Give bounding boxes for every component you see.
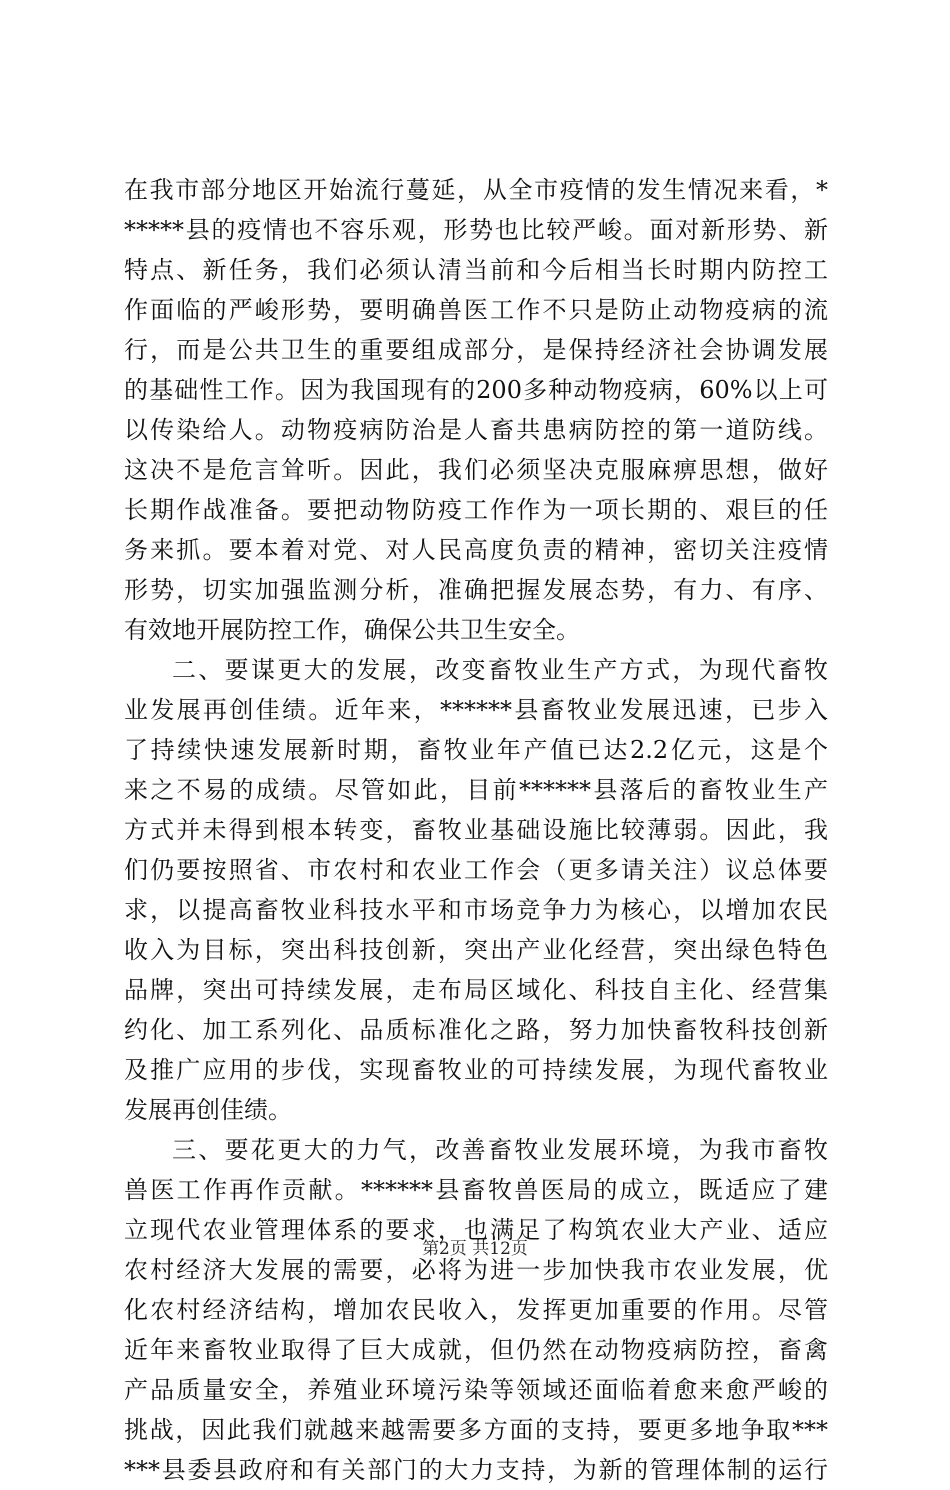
text-line: 作面临的严峻形势，要明确兽医工作不只是防止动物疫病的流 — [124, 296, 828, 324]
text-line: 的基础性工作。因为我国现有的200多种动物疫病，60%以上可 — [124, 376, 828, 404]
text-line: 立现代农业管理体系的要求，也满足了构筑农业大产业、适应 — [124, 1216, 828, 1244]
text-line: 业发展再创佳绩。近年来，******县畜牧业发展迅速，已步入 — [124, 696, 828, 724]
text-line: 求，以提高畜牧业科技水平和市场竞争力为核心，以增加农民 — [124, 896, 828, 924]
text-line: 了持续快速发展新时期，畜牧业年产值已达2.2亿元，这是个 — [124, 736, 828, 764]
text-line: 方式并未得到根本转变，畜牧业基础设施比较薄弱。因此，我 — [124, 816, 828, 844]
body-text — [124, 170, 828, 1490]
text-line: 以传染给人。动物疫病防治是人畜共患病防控的第一道防线。 — [124, 416, 828, 444]
text-line: 品牌，突出可持续发展，走布局区域化、科技自主化、经营集 — [124, 976, 828, 1004]
text-line: 约化、加工系列化、品质标准化之路，努力加快畜牧科技创新 — [124, 1016, 828, 1044]
text-line: 农村经济大发展的需要，必将为进一步加快我市农业发展，优 — [124, 1256, 828, 1284]
text-line: 在我市部分地区开始流行蔓延，从全市疫情的发生情况来看，* — [124, 176, 828, 204]
text-line: 挑战，因此我们就越来越需要多方面的支持，要更多地争取*** — [124, 1416, 828, 1444]
text-line: 务来抓。要本着对党、对人民高度负责的精神，密切关注疫情 — [124, 536, 828, 564]
text-line: *****县的疫情也不容乐观，形势也比较严峻。面对新形势、新 — [124, 216, 828, 244]
text-line: 形势，切实加强监测分析，准确把握发展态势，有力、有序、 — [124, 576, 828, 604]
text-line: 们仍要按照省、市农村和农业工作会（更多请关注）议总体要 — [124, 856, 828, 884]
page-footer: 第2页 共12页 — [422, 1239, 528, 1259]
text-line: 长期作战准备。要把动物防疫工作作为一项长期的、艰巨的任 — [124, 496, 828, 524]
text-line: ***县委县政府和有关部门的大力支持，为新的管理体制的运行 — [124, 1456, 828, 1484]
text-line: 化农村经济结构，增加农民收入，发挥更加重要的作用。尽管 — [124, 1296, 828, 1324]
text-line: 有效地开展防控工作，确保公共卫生安全。 — [124, 616, 580, 644]
text-line: 来之不易的成绩。尽管如此，目前******县落后的畜牧业生产 — [124, 776, 828, 804]
section-heading-line: 三、要花更大的力气，改善畜牧业发展环境，为我市畜牧 — [172, 1136, 828, 1164]
text-line: 行，而是公共卫生的重要组成部分，是保持经济社会协调发展 — [124, 336, 828, 364]
text-line: 产品质量安全，养殖业环境污染等领域还面临着愈来愈严峻的 — [124, 1376, 828, 1404]
text-line: 兽医工作再作贡献。******县畜牧兽医局的成立，既适应了建 — [124, 1176, 828, 1204]
text-line: 近年来畜牧业取得了巨大成就，但仍然在动物疫病防控，畜禽 — [124, 1336, 828, 1364]
section-heading-line: 二、要谋更大的发展，改变畜牧业生产方式，为现代畜牧 — [172, 656, 828, 684]
text-line: 收入为目标，突出科技创新，突出产业化经营，突出绿色特色 — [124, 936, 828, 964]
text-line: 这决不是危言耸听。因此，我们必须坚决克服麻痹思想，做好 — [124, 456, 828, 484]
text-line: 特点、新任务，我们必须认清当前和今后相当长时期内防控工 — [124, 256, 828, 284]
text-line: 发展再创佳绩。 — [124, 1096, 292, 1124]
text-line: 及推广应用的步伐，实现畜牧业的可持续发展，为现代畜牧业 — [124, 1056, 828, 1084]
